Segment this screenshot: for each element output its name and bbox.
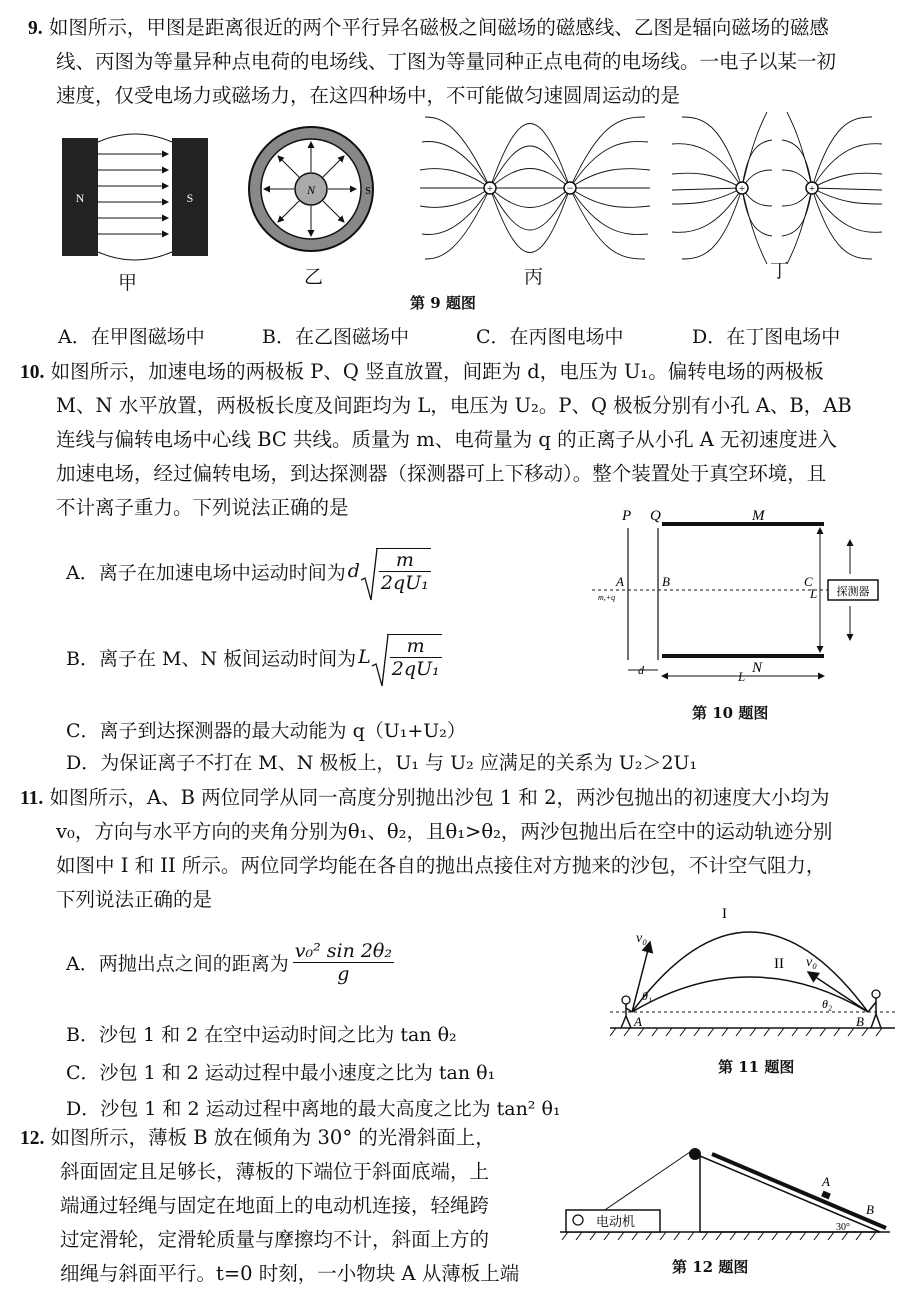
svg-text:+: + <box>808 183 816 195</box>
q12-line-4: 过定滑轮，定滑轮质量与摩擦均不计，斜面上方的 <box>60 1228 490 1251</box>
fig-label-yi: 乙 <box>304 266 324 288</box>
q10-option-a-sqrt <box>360 548 431 594</box>
q10-line-5: 不计离子重力。下列说法正确的是 <box>56 496 349 519</box>
label-q: Q <box>650 508 661 524</box>
q12-line-2: 斜面固定且足够长，薄板的下端位于斜面底端，上 <box>60 1160 490 1183</box>
figure-jia-magnet-poles <box>60 128 210 268</box>
q11-option-a-frac-num: v₀² sin 2θ₂ <box>294 940 392 962</box>
svg-text:+: + <box>738 183 746 195</box>
label-b: B <box>662 574 670 589</box>
fig-label-bing: 丙 <box>524 266 544 288</box>
svg-text:+: + <box>486 183 494 195</box>
q11-line-3: 如图中 I 和 II 所示。两位同学均能在各自的抛出点接住对方抛来的沙包，不计空气阻力， <box>56 854 826 877</box>
detector-label: 探测器 <box>836 586 870 598</box>
q10-option-d: D．为保证离子不打在 M、N 极板上，U₁ 与 U₂ 应满足的关系为 U₂＞2U₁ <box>66 752 698 774</box>
q10-number: 10. <box>20 362 45 383</box>
q10-option-a-coef: d <box>347 560 360 582</box>
v0-right-label: v₀ <box>806 955 818 970</box>
q12-number: 12. <box>20 1128 45 1149</box>
label-d: d <box>638 663 644 677</box>
theta1-label: θ₁ <box>642 989 653 1003</box>
figure-bing-opposite-charges <box>420 112 650 264</box>
label-l-horizontal: L <box>738 669 746 684</box>
q9-line-2: 线、丙图为等量异种点电荷的电场线、丁图为等量同种正点电荷的电场线。一电子以某一初 <box>56 50 837 73</box>
figure-ding-like-charges <box>672 112 882 264</box>
figure-yi-radial-field <box>246 124 376 254</box>
q12-text-1: 如图所示，薄板 B 放在倾角为 30° 的光滑斜面上， <box>50 1126 495 1149</box>
q9-option-a: A．在甲图磁场中 <box>58 326 205 348</box>
q11-option-a-text: A．两抛出点之间的距离为 <box>66 953 289 975</box>
plank-b-label: B <box>866 1202 874 1217</box>
q11-option-a-frac-den: g <box>337 963 350 985</box>
q10-option-b-frac-den: 2qU₁ <box>391 658 440 680</box>
q11-line-4: 下列说法正确的是 <box>56 888 213 911</box>
q10-figure-caption: 第 10 题图 <box>692 704 769 722</box>
pole-n-label: N <box>75 191 85 205</box>
figure-10-deflection <box>592 500 892 700</box>
q10-text-1: 如图所示，加速电场的两极板 P、Q 竖直放置，间距为 d，电压为 U₁。偏转电场的两极板 <box>50 360 824 383</box>
q10-option-a-frac-den: 2qU₁ <box>380 572 429 594</box>
q11-number: 11. <box>20 788 44 809</box>
q11-option-d: D．沙包 1 和 2 运动过程中离地的最大高度之比为 tan² θ₁ <box>66 1098 561 1120</box>
point-a-label: A <box>634 1014 642 1029</box>
q11-text-1: 如图所示，A、B 两位同学从同一高度分别抛出沙包 1 和 2，两沙包抛出的初速度大小均为 <box>49 786 830 809</box>
q10-option-a-frac-num: m <box>379 549 431 572</box>
v0-left-label: v₀ <box>636 931 648 946</box>
q9-figure-caption: 第 9 题图 <box>410 294 476 312</box>
q10-option-b-frac-num: m <box>390 635 442 658</box>
q10-line-4: 加速电场，经过偏转电场，到达探测器（探测器可上下移动）。整个装置处于真空环境，且 <box>56 462 827 485</box>
q10-option-b-sqrt <box>371 634 442 680</box>
q11-option-b: B．沙包 1 和 2 在空中运动时间之比为 tan θ₂ <box>66 1024 457 1046</box>
pole-n-center-label: N <box>306 183 316 197</box>
label-p: P <box>622 508 632 524</box>
label-a: A <box>616 574 624 589</box>
block-a-label: A <box>822 1174 830 1189</box>
q10-line-3: 连线与偏转电场中心线 BC 共线。质量为 m、电荷量为 q 的正离子从小孔 A 无初速度进入 <box>56 428 838 451</box>
q12-figure-caption: 第 12 题图 <box>672 1258 749 1276</box>
figure-11-trajectories <box>610 902 895 1052</box>
figure-12-incline <box>560 1140 890 1250</box>
q11-line-1 <box>20 786 830 811</box>
q10-line-2: M、N 水平放置，两极板长度及间距均为 L，电压为 U₂。P、Q 极板分别有小孔 A、B，AB <box>56 394 852 417</box>
q9-line-1 <box>28 16 829 41</box>
svg-text:−: − <box>566 181 574 195</box>
q10-option-b-text: B．离子在 M、N 板间运动时间为 <box>66 647 357 670</box>
q9-number: 9. <box>28 18 43 39</box>
label-c: C <box>804 574 813 589</box>
q12-line-1 <box>20 1126 495 1151</box>
point-b-label: B <box>856 1014 864 1029</box>
q10-option-b-coef: L <box>358 646 371 668</box>
traj-1-label: I <box>722 906 727 922</box>
q9-text-1: 如图所示，甲图是距离很近的两个平行异名磁极之间磁场的磁感线、乙图是辐向磁场的磁感 <box>48 16 829 39</box>
pole-s-ring-label: S <box>364 185 372 197</box>
motor-label: 电动机 <box>596 1214 636 1229</box>
fig-label-jia: 甲 <box>118 272 138 294</box>
label-mq: m,+q <box>598 593 616 602</box>
q12-line-5: 细绳与斜面平行。t=0 时刻，一小物块 A 从薄板上端 <box>60 1262 520 1285</box>
q9-option-d: D．在丁图电场中 <box>692 326 841 348</box>
q10-option-a <box>66 548 431 594</box>
angle-label: 30° <box>836 1222 850 1233</box>
q9-option-c: C．在丙图电场中 <box>476 326 624 348</box>
q10-line-1 <box>20 360 824 385</box>
pole-s-label: S <box>186 191 194 205</box>
q11-line-2: v₀，方向与水平方向的夹角分别为θ₁、θ₂，且θ₁>θ₂，两沙包抛出后在空中的运动轨迹分别 <box>56 820 833 843</box>
q11-option-c: C．沙包 1 和 2 运动过程中最小速度之比为 tan θ₁ <box>66 1062 496 1084</box>
traj-2-label: II <box>774 956 784 972</box>
q10-option-b <box>66 634 442 680</box>
q10-option-c: C．离子到达探测器的最大动能为 q（U₁+U₂） <box>66 720 466 742</box>
label-n: N <box>752 660 763 676</box>
label-l-vertical: L <box>810 586 818 601</box>
q9-line-3: 速度，仅受电场力或磁场力，在这四种场中，不可能做匀速圆周运动的是 <box>56 84 681 107</box>
theta2-label: θ₂ <box>822 997 833 1011</box>
q12-line-3: 端通过轻绳与固定在地面上的电动机连接，轻绳跨 <box>60 1194 490 1217</box>
q11-figure-caption: 第 11 题图 <box>718 1058 795 1076</box>
q10-option-a-text: A．离子在加速电场中运动时间为 <box>66 561 346 584</box>
label-m: M <box>752 508 765 524</box>
q11-option-a <box>66 940 394 985</box>
fig-label-ding: 丁 <box>770 260 790 282</box>
q9-option-b: B．在乙图磁场中 <box>262 326 409 348</box>
